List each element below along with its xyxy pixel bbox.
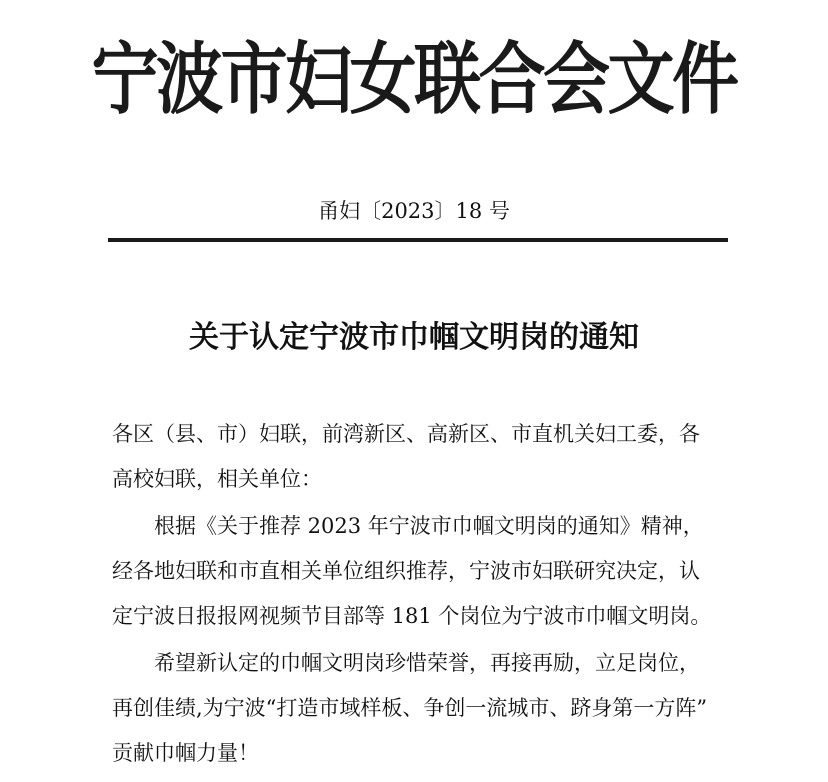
salutation-line: 各区（县、市）妇联，前湾新区、高新区、市直机关妇工委，各 (112, 422, 700, 446)
header-divider (108, 238, 728, 242)
paragraph-line: 贡献巾帼力量！ (112, 741, 259, 765)
salutation-line: 高校妇联，相关单位： (112, 467, 322, 491)
notice-title: 关于认定宁波市巾帼文明岗的通知 (189, 320, 639, 355)
document-masthead: 宁波市妇女联合会文件 (91, 35, 737, 125)
paragraph-line: 根据《关于推荐 2023 年宁波市巾帼文明岗的通知》精神， (154, 514, 704, 538)
paragraph-line: 定宁波日报报网视频节目部等 181 个岗位为宁波市巾帼文明岗。 (112, 604, 712, 628)
paragraph-line: 经各地妇联和市直相关单位组织推荐，宁波市妇联研究决定，认 (112, 559, 700, 583)
paragraph-line: 再创佳绩,为宁波“打造市域样板、争创一流城市、跻身第一方阵” (112, 696, 708, 720)
paragraph-line: 希望新认定的巾帼文明岗珍惜荣誉，再接再励，立足岗位， (154, 651, 700, 675)
document-number: 甬妇〔2023〕18 号 (318, 199, 510, 223)
